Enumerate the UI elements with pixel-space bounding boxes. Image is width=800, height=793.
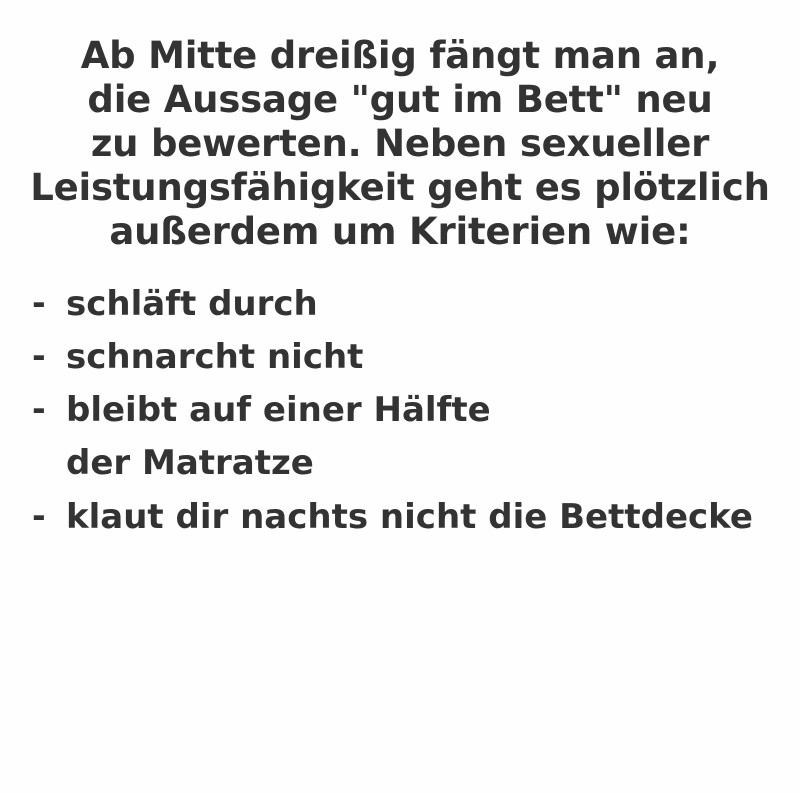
criteria-list xyxy=(24,284,776,550)
list-item-label: der Matratze xyxy=(66,443,314,484)
list-item-label: bleibt auf einer Hälfte xyxy=(66,390,491,431)
list-item xyxy=(24,284,776,324)
headline-line-3: zu bewerten. Neben sexueller xyxy=(90,122,710,166)
headline-line-5: außerdem um Kriterien wie: xyxy=(109,210,691,254)
list-dash-marker: - xyxy=(32,336,46,376)
headline-text xyxy=(24,34,776,254)
list-item xyxy=(24,390,776,430)
list-dash-marker: - xyxy=(32,495,46,535)
list-dash-marker-hidden xyxy=(24,443,66,482)
list-item-continuation xyxy=(24,443,776,483)
headline-line-2: die Aussage "gut im Bett" neu xyxy=(87,78,713,122)
list-item-label: klaut dir nachts nicht die Bettdecke xyxy=(66,496,753,537)
list-item-label: schnarcht nicht xyxy=(66,337,364,378)
list-item-label: schläft durch xyxy=(66,284,318,325)
headline-line-1: Ab Mitte dreißig fängt man an, xyxy=(80,34,720,77)
list-item xyxy=(24,337,776,377)
list-item xyxy=(24,497,776,537)
headline-line-4: Leistungsfähigkeit geht es plötzlich xyxy=(30,166,770,210)
list-dash-marker: - xyxy=(32,389,46,429)
list-dash-marker: - xyxy=(32,283,46,323)
